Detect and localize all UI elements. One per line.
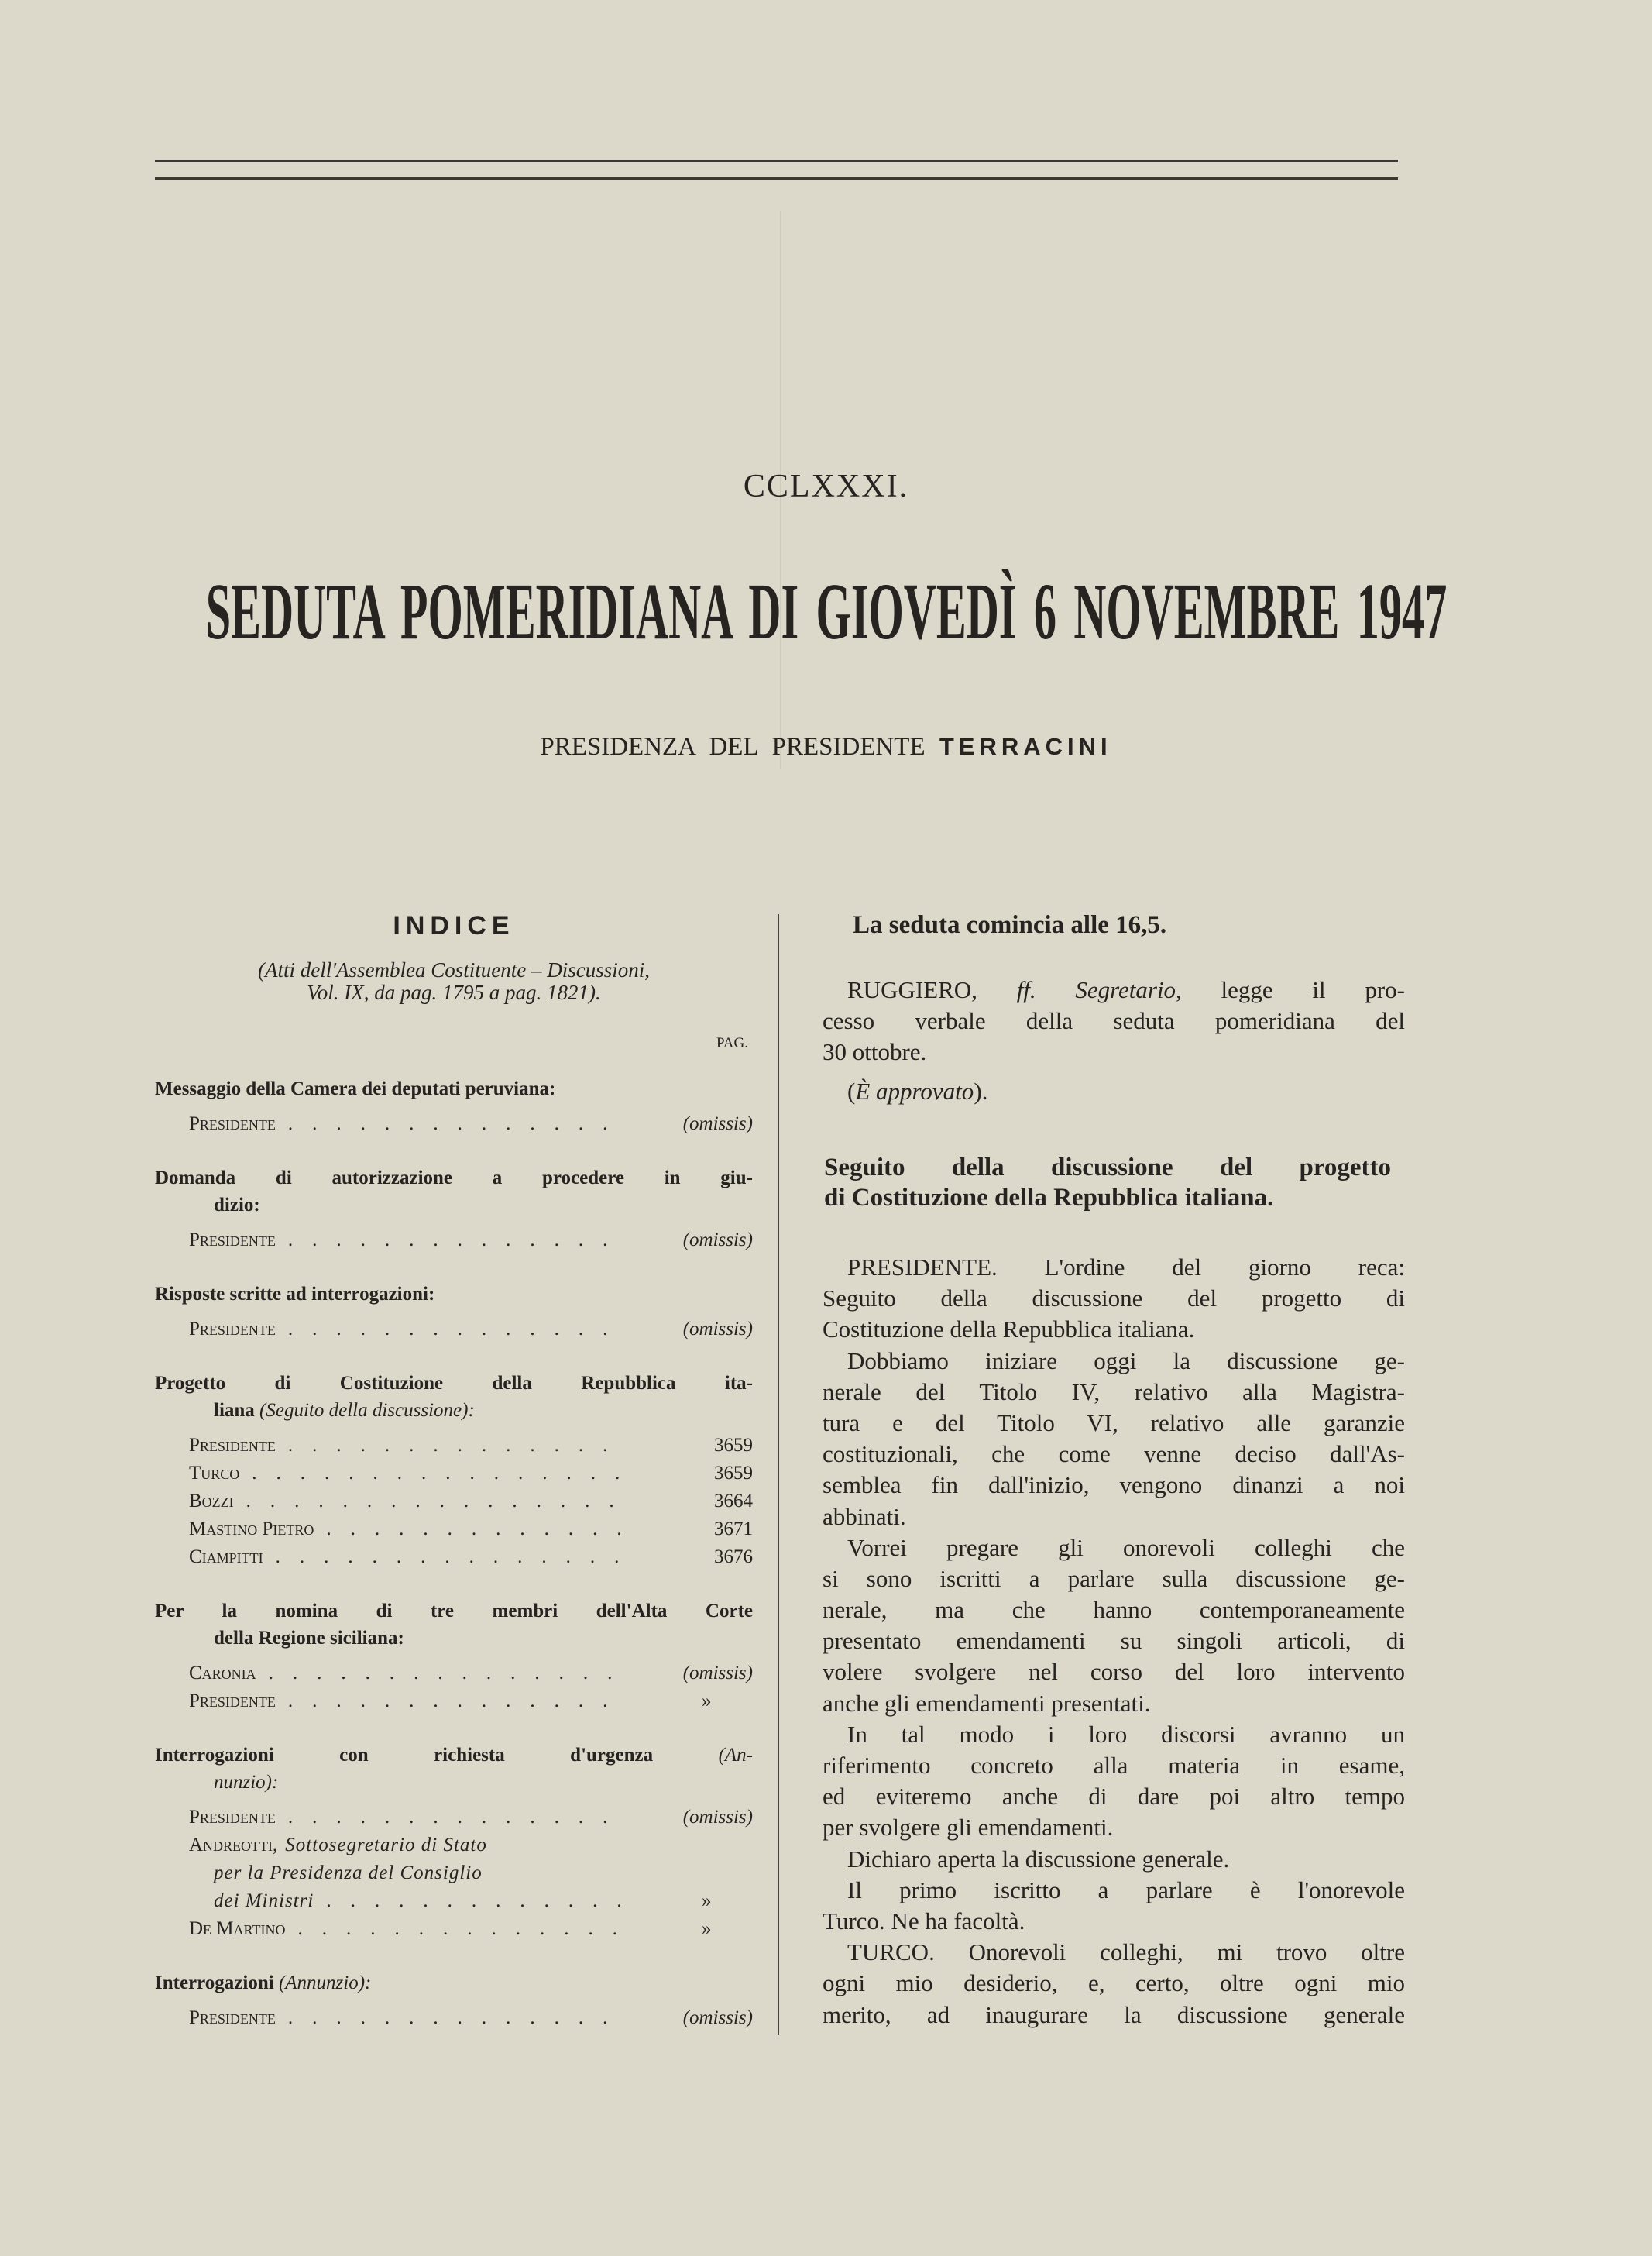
text-line: [823, 1252, 1405, 1283]
index-heading-text: Per la nomina di tre membri dell'Alta Corte: [155, 1601, 753, 1622]
text-run: nerale del Titolo IV, relativo alla Magistra-: [823, 1377, 1405, 1405]
text-run: , legge il pro-: [1176, 976, 1405, 1003]
session-title: SEDUTA POMERIDIANA DI GIOVEDÌ 6 NOVEMBRE 1947: [205, 567, 1447, 656]
text-line: [823, 1377, 1405, 1408]
page-reference: »: [702, 1690, 712, 1711]
page-reference: (omissis): [682, 1113, 753, 1134]
text-line: [823, 1719, 1405, 1750]
session-start: La seduta comincia alle 16,5.: [853, 911, 1167, 939]
dot-leader: . . . . . . . . . . . . . .: [287, 1807, 627, 1828]
text-line: [823, 975, 1405, 1006]
text-run: Il primo iscritto a parlare è l'onorevole: [847, 1876, 1405, 1904]
page-reference: (omissis): [682, 1319, 753, 1340]
index-heading-line: [155, 1597, 753, 1625]
text-run: per svolgere gli emendamenti.: [823, 1814, 1114, 1842]
text-line: [823, 1314, 1405, 1345]
index-entry: [155, 1515, 753, 1543]
text-run: È approvato: [855, 1078, 974, 1105]
text-line: [823, 1076, 1405, 1107]
text-line: [823, 1625, 1405, 1656]
speaker-name: Presidente: [189, 1807, 276, 1828]
index-source-line: Vol. IX, da pag. 1795 a pag. 1821).: [307, 981, 601, 1004]
index-title: INDICE: [393, 911, 515, 941]
text-run: si sono iscritti a parlare sulla discussione ge-: [823, 1564, 1405, 1592]
text-run: di Costituzione della Repubblica italiana.: [824, 1184, 1274, 1212]
minutes-paragraph: [823, 975, 1405, 1068]
text-run: (: [847, 1078, 856, 1105]
speaker-name: Mastino Pietro: [189, 1518, 314, 1539]
speaker-role: Sottosegretario di Stato: [285, 1835, 487, 1855]
page-reference: (omissis): [682, 2007, 753, 2028]
text-run: anche gli emendamenti presentati.: [823, 1689, 1151, 1717]
index-heading-line: [155, 1742, 753, 1769]
text-run: costituzionali, che come venne deciso dall'As-: [823, 1440, 1405, 1468]
text-run: TURCO. Onorevoli colleghi, mi trovo oltre: [847, 1938, 1405, 1966]
index-heading-text: (Seguito della discussione):: [259, 1400, 475, 1421]
index-section: [155, 1742, 753, 1943]
index-heading-text: liana: [214, 1400, 260, 1421]
speaker-name: Ciampitti: [189, 1546, 263, 1567]
speaker-name: Caronia: [189, 1663, 256, 1683]
text-line: [823, 1346, 1405, 1377]
page-reference: 3659: [714, 1435, 753, 1456]
text-run: cesso verbale della seduta pomeridiana del: [823, 1007, 1405, 1035]
index-list: [155, 1075, 753, 2058]
text-run: presentato emendamenti su singoli articoli, di: [823, 1627, 1405, 1655]
speaker-name: Presidente: [189, 1113, 276, 1134]
text-run: ff. Segretario: [1016, 976, 1176, 1003]
index-heading-line: [155, 1192, 753, 1219]
index-entries: [155, 1659, 753, 1715]
text-line: [823, 1937, 1405, 1968]
index-section: [155, 1969, 753, 2032]
page-reference: (omissis): [682, 1229, 753, 1250]
text-line: [823, 1501, 1405, 1532]
text-run: Seguito della discussione del progetto: [824, 1154, 1391, 1181]
page-reference: 3664: [714, 1491, 753, 1511]
text-run: In tal modo i loro discorsi avranno un: [847, 1720, 1405, 1748]
text-run: abbinati.: [823, 1502, 906, 1530]
index-entries: [155, 2004, 753, 2032]
page-reference: 3659: [714, 1463, 753, 1484]
index-section: [155, 1075, 753, 1138]
session-title-wrap: [0, 569, 1652, 655]
text-line: [823, 1563, 1405, 1594]
index-heading-text: (Annunzio):: [278, 1972, 372, 1993]
index-heading-line: [155, 1397, 753, 1424]
index-source-line: (Atti dell'Assemblea Costituente – Discussioni,: [258, 958, 650, 982]
speaker-name: Presidente: [189, 1319, 276, 1340]
text-line: [823, 1781, 1405, 1812]
president-name: TERRACINI: [939, 733, 1112, 760]
index-entry: [155, 1804, 753, 1831]
index-heading-text: Risposte scritte ad interrogazioni:: [155, 1284, 435, 1305]
speaker-name: Presidente: [189, 1435, 276, 1456]
text-line: [823, 1470, 1405, 1501]
presidency-prefix: PRESIDENZA DEL PRESIDENTE: [540, 733, 926, 761]
index-entry: [155, 1432, 753, 1460]
text-run: Costituzione della Repubblica italiana.: [823, 1315, 1195, 1343]
index-entry: [155, 1226, 753, 1254]
index-heading-text: Domanda di autorizzazione a procedere in giu-: [155, 1168, 753, 1188]
speaker-name: De Martino: [189, 1918, 286, 1939]
speaker-name: Presidente: [189, 1229, 276, 1250]
speaker-name: Presidente: [189, 1690, 276, 1711]
text-line: [823, 1594, 1405, 1625]
text-run: 30 ottobre.: [823, 1038, 927, 1066]
page-reference: 3671: [714, 1518, 753, 1539]
text-line: [824, 1183, 1391, 1213]
speaker-role: dei Ministri: [214, 1890, 314, 1911]
text-line: [823, 1812, 1405, 1843]
dot-leader: . . . . . . . . . . . . . . . .: [246, 1491, 634, 1511]
text-line: [823, 1006, 1405, 1037]
index-heading-line: [155, 1370, 753, 1397]
index-entries: [155, 1432, 753, 1571]
index-heading-text: Interrogazioni: [155, 1972, 279, 1993]
text-run: semblea fin dall'inizio, vengono dinanzi a noi: [823, 1471, 1405, 1499]
page-reference: (omissis): [682, 1807, 753, 1828]
text-line: [823, 1283, 1405, 1314]
text-line: [823, 1875, 1405, 1906]
header-rule-top: [155, 160, 1398, 162]
dot-leader: . . . . . . . . . . . . . .: [287, 1229, 627, 1250]
index-section: [155, 1597, 753, 1715]
text-run: Dobbiamo iniziare oggi la discussione ge-: [847, 1346, 1405, 1374]
text-line: [823, 1037, 1405, 1068]
text-run: Seguito della discussione del progetto di: [823, 1284, 1405, 1312]
index-entry: [155, 1915, 753, 1943]
dot-leader: . . . . . . . . . . . . . .: [287, 1435, 627, 1456]
text-line: [823, 1844, 1405, 1875]
index-heading-line: [155, 1281, 753, 1308]
index-heading-text: dizio:: [214, 1195, 260, 1216]
index-entry-continuation: [155, 1859, 753, 1887]
text-run: tura e del Titolo VI, relativo alle garanzie: [823, 1408, 1405, 1436]
index-entry: [155, 1831, 753, 1859]
index-section: [155, 1164, 753, 1254]
index-section: [155, 1370, 753, 1571]
text-run: PRESIDENTE. L'ordine del giorno reca:: [847, 1254, 1405, 1281]
page-reference: »: [702, 1918, 712, 1939]
presidency-line: [0, 733, 1652, 762]
dot-leader: . . . . . . . . . . . . .: [326, 1518, 641, 1539]
page-column-label: PAG.: [716, 1035, 748, 1051]
text-run: RUGGIERO,: [847, 976, 1017, 1003]
index-source: [155, 959, 753, 1004]
index-entries: [155, 1110, 753, 1138]
text-run: Vorrei pregare gli onorevoli colleghi che: [847, 1533, 1405, 1561]
text-run: ).: [974, 1078, 988, 1105]
index-entry: [155, 1110, 753, 1138]
index-heading-line: [155, 1075, 753, 1102]
speaker-name: Andreotti,: [189, 1835, 278, 1855]
index-heading-text: della Regione siciliana:: [214, 1628, 404, 1649]
index-heading-text: Messaggio della Camera dei deputati peruviana:: [155, 1078, 556, 1099]
page-reference: 3676: [714, 1546, 753, 1567]
text-line: [823, 1408, 1405, 1439]
speaker-role: per la Presidenza del Consiglio: [214, 1862, 483, 1883]
index-heading-line: [155, 1625, 753, 1652]
index-entry: [155, 1543, 753, 1571]
text-run: Turco. Ne ha facoltà.: [823, 1907, 1025, 1934]
text-run: ogni mio desiderio, e, certo, oltre ogni mio: [823, 1969, 1405, 1997]
index-entry-continuation: [155, 1887, 753, 1915]
index-entry: [155, 1487, 753, 1515]
text-line: [824, 1153, 1391, 1183]
proceedings-body: [823, 1252, 1405, 2031]
index-heading-text: Interrogazioni con richiesta d'urgenza: [155, 1745, 719, 1766]
speaker-name: Presidente: [189, 2007, 276, 2028]
dot-leader: . . . . . . . . . . . . .: [326, 1890, 641, 1911]
index-heading-line: [155, 1164, 753, 1192]
dot-leader: . . . . . . . . . . . . . .: [287, 1690, 627, 1711]
dot-leader: . . . . . . . . . . . . . .: [287, 2007, 627, 2028]
dot-leader: . . . . . . . . . . . . . .: [287, 1113, 627, 1134]
index-heading-text: nunzio):: [214, 1772, 279, 1793]
text-run: merito, ad inaugurare la discussione generale: [823, 2000, 1405, 2028]
speaker-name: Bozzi: [189, 1491, 234, 1511]
text-line: [823, 2000, 1405, 2031]
index-section: [155, 1281, 753, 1343]
page-reference: »: [702, 1890, 712, 1911]
text-run: ed eviteremo anche di dare poi altro tempo: [823, 1783, 1405, 1811]
header-rule-bottom: [155, 177, 1398, 180]
index-entry: [155, 2004, 753, 2032]
index-heading-text: Progetto di Costituzione della Repubblica ita-: [155, 1373, 753, 1394]
text-line: [823, 1688, 1405, 1719]
dot-leader: . . . . . . . . . . . . . . .: [268, 1663, 632, 1683]
dot-leader: . . . . . . . . . . . . . . . .: [252, 1463, 640, 1484]
approved-note: [823, 1076, 1405, 1107]
text-line: [823, 1968, 1405, 1999]
index-entry: [155, 1460, 753, 1487]
text-run: nerale, ma che hanno contemporaneamente: [823, 1596, 1405, 1624]
dot-leader: . . . . . . . . . . . . . . .: [275, 1546, 639, 1567]
page-reference: (omissis): [682, 1663, 753, 1683]
text-line: [823, 1532, 1405, 1563]
index-entry: [155, 1315, 753, 1343]
index-entries: [155, 1315, 753, 1343]
speaker-name: Turco: [189, 1463, 240, 1484]
index-entries: [155, 1804, 753, 1943]
index-heading-text: (An-: [718, 1745, 753, 1766]
text-run: Dichiaro aperta la discussione generale.: [847, 1845, 1230, 1873]
index-heading-line: [155, 1969, 753, 1996]
text-run: riferimento concreto alla materia in esame,: [823, 1752, 1405, 1779]
text-run: volere svolgere nel corso del loro intervento: [823, 1658, 1405, 1686]
dot-leader: . . . . . . . . . . . . . .: [297, 1918, 637, 1939]
index-entries: [155, 1226, 753, 1254]
text-line: [823, 1750, 1405, 1781]
dot-leader: . . . . . . . . . . . . . .: [287, 1319, 627, 1340]
index-heading-line: [155, 1769, 753, 1796]
section-heading: [824, 1153, 1391, 1213]
index-entry: [155, 1687, 753, 1715]
text-line: [823, 1656, 1405, 1687]
text-line: [823, 1906, 1405, 1937]
text-line: [823, 1439, 1405, 1470]
index-entry: [155, 1659, 753, 1687]
session-number: CCLXXXI.: [743, 469, 909, 504]
column-divider: [778, 914, 779, 2035]
